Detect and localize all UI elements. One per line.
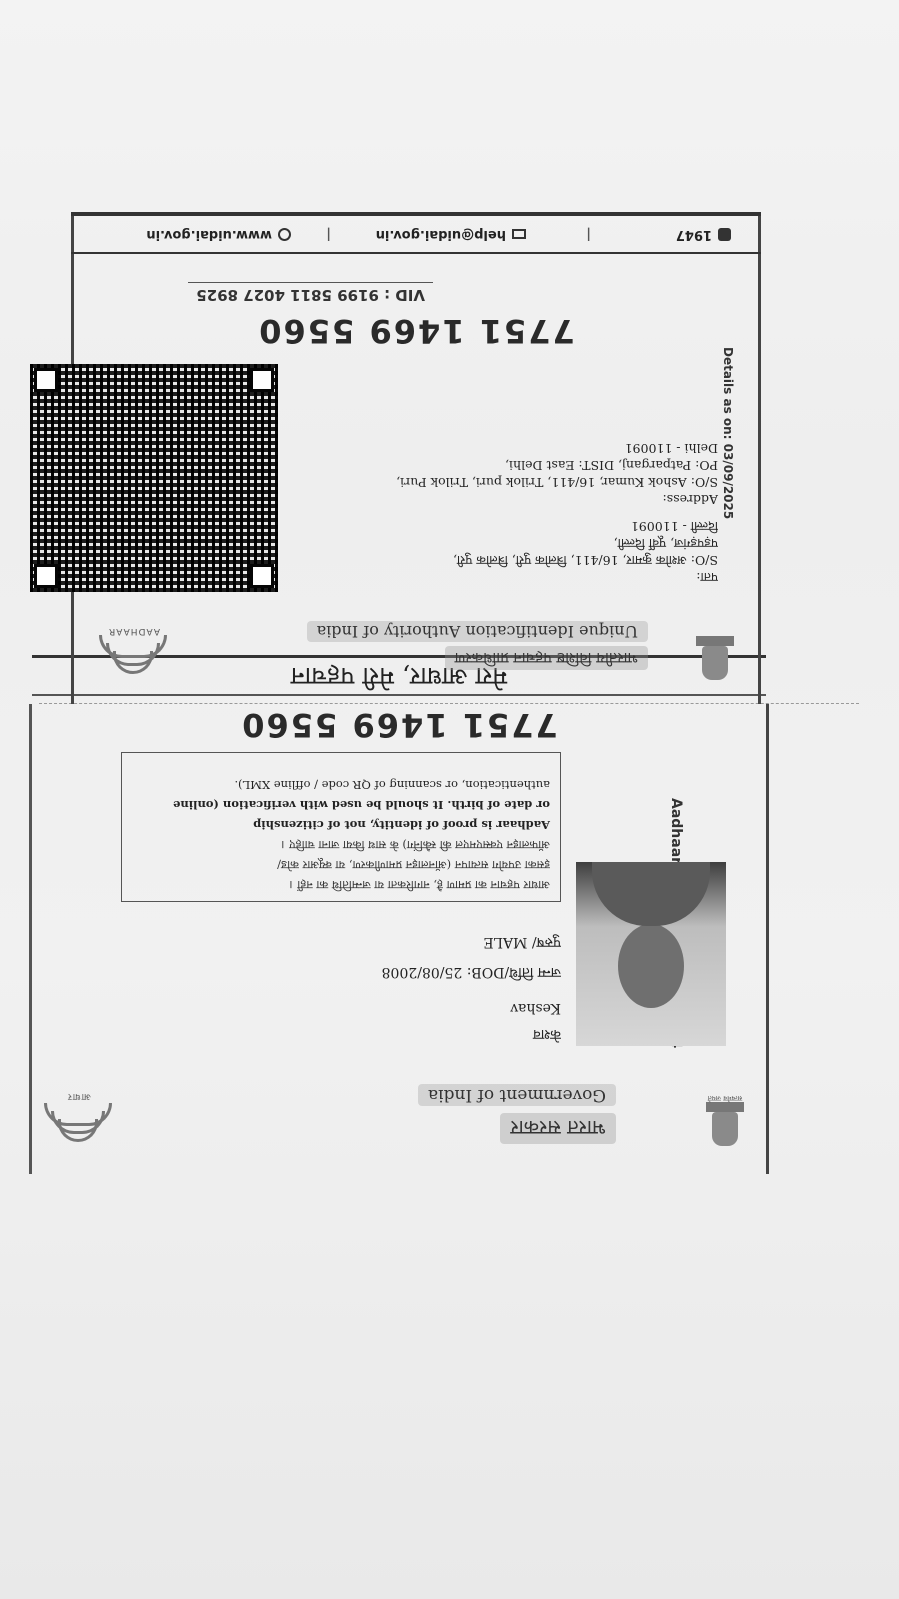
notice-hindi-line-2: इसका उपयोग सत्यापन (ऑनलाइन प्रमाणीकरण, या क्यूआर कोड/ [277,858,550,872]
footer-email[interactable] [376,216,526,252]
aadhaar-logo-label: आधार [67,1091,91,1101]
aadhaar-front [29,662,769,1174]
aadhaar-back [71,214,761,704]
website-url: www.uidai.gov.in [146,227,272,242]
virtual-id: VID : 9199 5811 4027 8925 [188,282,433,304]
aadhaar-logo-icon [95,622,173,678]
address-english-line-3: Delhi - 110091 [624,441,718,456]
holder-photo [576,862,726,1046]
national-emblem-icon [702,1094,748,1152]
aadhaar-logo-label: AADHAAR [107,626,161,636]
mail-icon [512,230,526,240]
email-address: help@uidai.gov.in [375,227,506,242]
back-banner-hindi: भारतीय विशिष्ट पहचान प्राधिकरण [445,646,648,670]
qr-code [30,364,278,592]
national-emblem-icon [692,628,738,686]
aadhaar-number-front: 7751 1469 5560 [240,706,558,744]
address-english-line-2: PO: Patparganj, DIST: East Delhi, [505,458,718,473]
notice-hindi-line-3: ऑफलाइन एक्सएमएल की स्कैनिंग) के साथ किया जाना चाहिए । [281,838,550,852]
footer-separator: | [586,227,591,242]
front-header [32,1064,766,1174]
address-hindi-line-2: पड़पड़गंज, पूर्वी दिल्ली, [613,536,718,551]
address-hindi-label: पता: [696,570,718,585]
name-english: Keshav [510,1000,561,1016]
address-hindi-line-1: S/O: अशोक कुमार, 16/411, त्रिलोक पुरी, त्रिलोक पुरी, [452,553,718,568]
slogan: मेरा आधार, मेरी पहचान [32,655,766,696]
footer-separator: | [326,227,331,242]
notice-english-line-2: or date of birth. It should be used with verification (online [173,798,550,812]
back-banner-english: Unique Identification Authority of India [307,621,648,642]
emblem-caption: सत्यमेव जयते [707,1094,743,1102]
details-as-on: Details as on: 03/09/2025 [721,347,735,520]
aadhaar-notice-box [121,752,561,902]
gender: पुरुष/ MALE [483,934,561,950]
footer-phone[interactable] [676,216,731,252]
front-banner-hindi: भारत सरकार [500,1113,616,1144]
notice-english-line-3: authentication, or scanning of QR code / offline XML). [234,778,550,792]
aadhaar-number-back: 7751 1469 5560 [257,312,575,350]
notice-english-line-1: Aadhaar is proof of identity, not of citizenship [253,818,550,832]
name-hindi: केशव [532,1026,561,1042]
footer-website[interactable] [146,216,291,252]
notice-hindi-line-1: आधार पहचान का प्रमाण है, नागरिकता या जन्मतिथि का नहीं । [289,878,550,892]
back-footer [71,212,761,254]
globe-icon [278,228,291,241]
phone-icon [718,228,731,241]
address-hindi-line-3: दिल्ली - 110091 [630,519,718,534]
front-banner-english: Government of India [418,1084,616,1106]
address-english-line-1: S/O: Ashok Kumar, 16/411, Trilok puri, Trilok Puri, [396,475,718,490]
phone-number: 1947 [675,227,712,242]
address-english-label: Address: [662,492,718,507]
dob: जन्म तिथि/DOB: 25/08/2008 [381,964,561,980]
aadhaar-logo-icon [40,1090,118,1146]
